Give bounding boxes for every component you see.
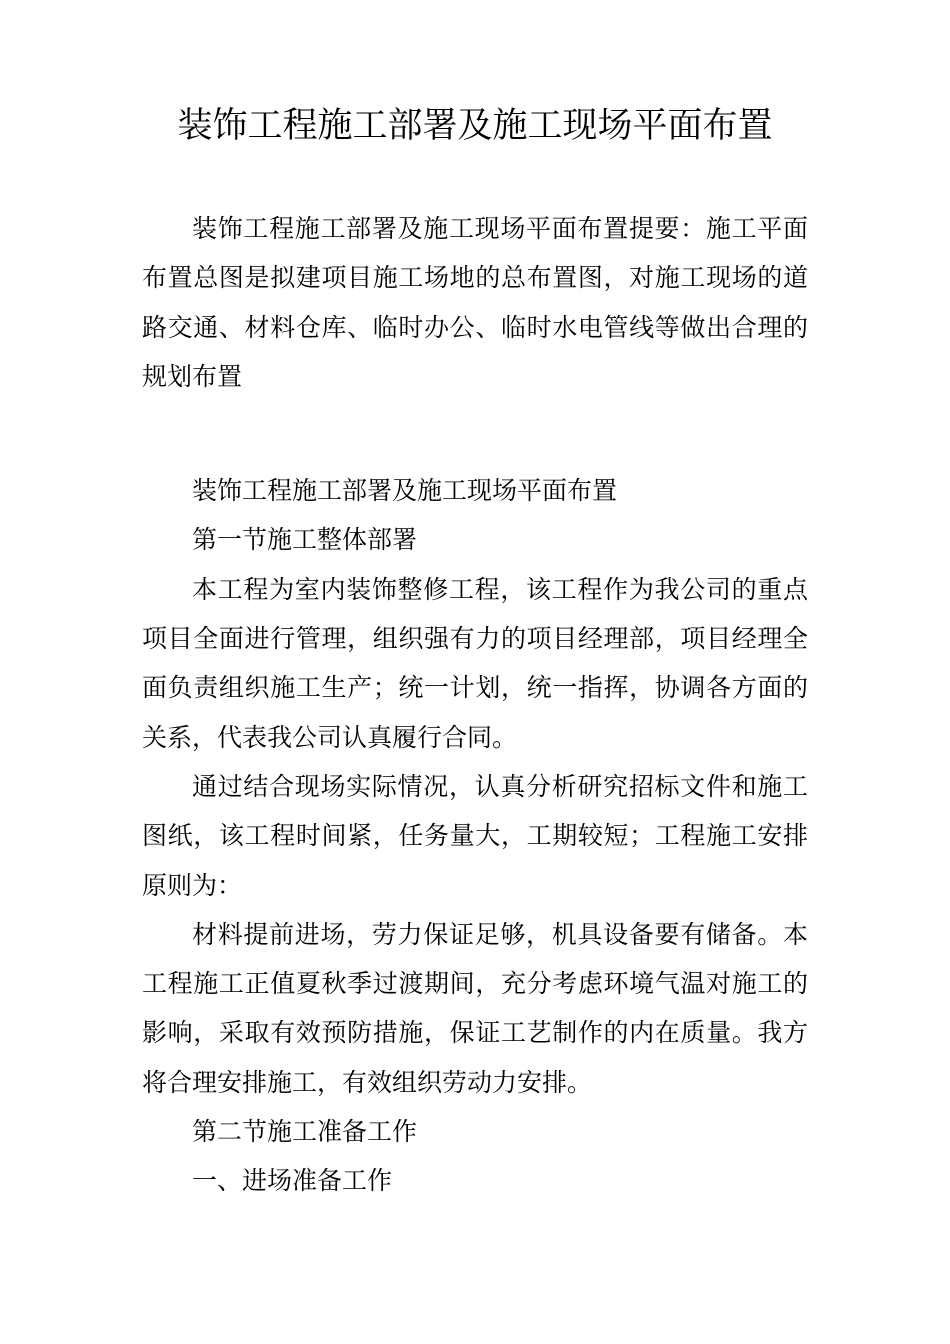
subsection-heading: 一、进场准备工作 <box>192 1166 393 1196</box>
document-title: 装饰工程施工部署及施工现场平面布置 <box>177 106 773 146</box>
document-body <box>142 466 808 1205</box>
body-paragraph: 材料提前进场，劳力保证足够，机具设备要有储备。本工程施工正值夏秋季过渡期间，充分考虑环境气温对施工的影响，采取有效预防措施，保证工艺制作的内在质量。我方将合理安排施工，有效组织劳动力安排。 <box>142 919 808 1097</box>
body-paragraph: 通过结合现场实际情况，认真分析研究招标文件和施工图纸，该工程时间紧，任务量大，工期较短；工程施工安排原则为： <box>142 771 808 900</box>
document-summary: 装饰工程施工部署及施工现场平面布置提要：施工平面布置总图是拟建项目施工场地的总布置图，对施工现场的道路交通、材料仓库、临时办公、临时水电管线等做出合理的规划布置 <box>142 214 808 391</box>
body-heading: 装饰工程施工部署及施工现场平面布置 <box>192 476 618 506</box>
section-heading-1: 第一节施工整体部署 <box>192 525 418 555</box>
body-paragraph: 本工程为室内装饰整修工程，该工程作为我公司的重点项目全面进行管理，组织强有力的项目经理部，项目经理全面负责组织施工生产；统一计划，统一指挥，协调各方面的关系，代表我公司认真履行合同。 <box>142 574 808 752</box>
section-heading-2: 第二节施工准备工作 <box>192 1117 418 1147</box>
